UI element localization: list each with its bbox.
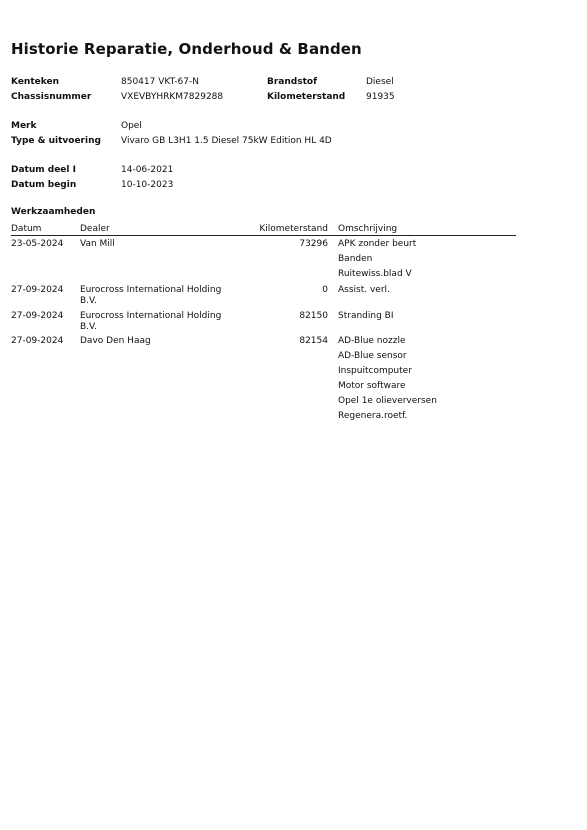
column-header-omschrijving: Omschrijving bbox=[338, 224, 398, 234]
page-title: Historie Reparatie, Onderhoud & Banden bbox=[11, 40, 362, 58]
column-header-dealer: Dealer bbox=[80, 224, 110, 234]
brandstof-value: Diesel bbox=[366, 77, 394, 87]
description-item: AD-Blue sensor bbox=[338, 351, 407, 361]
merk-value: Opel bbox=[121, 121, 142, 131]
chassis-value: VXEVBYHRKM7829288 bbox=[121, 92, 224, 102]
datum-begin-label: Datum begin bbox=[11, 180, 77, 190]
description-item: AD-Blue nozzle bbox=[338, 336, 406, 346]
row-description-list bbox=[338, 311, 393, 326]
kenteken-label: Kenteken bbox=[11, 77, 59, 87]
datum-deel-label: Datum deel I bbox=[11, 165, 76, 175]
row-kilometerstand: 0 bbox=[322, 285, 328, 295]
row-dealer: Eurocross International Holding B.V. bbox=[80, 311, 222, 332]
column-header-datum: Datum bbox=[11, 224, 42, 234]
chassis-label: Chassisnummer bbox=[11, 92, 92, 102]
row-date: 27-09-2024 bbox=[11, 336, 64, 346]
kilometerstand-value: 91935 bbox=[366, 92, 395, 102]
row-dealer: Davo Den Haag bbox=[80, 336, 151, 346]
description-item: Inspuitcomputer bbox=[338, 366, 412, 376]
description-item: Banden bbox=[338, 254, 373, 264]
kilometerstand-label: Kilometerstand bbox=[267, 92, 346, 102]
type-value: Vivaro GB L3H1 1.5 Diesel 75kW Edition HL 4D bbox=[121, 136, 332, 146]
header-divider bbox=[11, 235, 516, 236]
row-description-list bbox=[338, 285, 390, 300]
merk-label: Merk bbox=[11, 121, 37, 131]
description-item: Regenera.roetf. bbox=[338, 411, 408, 421]
description-item: Stranding BI bbox=[338, 311, 394, 321]
datum-deel-value: 14-06-2021 bbox=[121, 165, 174, 175]
description-item: Assist. verl. bbox=[338, 285, 390, 295]
type-label: Type & uitvoering bbox=[11, 136, 101, 146]
description-item: Opel 1e olieverversen bbox=[338, 396, 437, 406]
row-date: 23-05-2024 bbox=[11, 239, 64, 249]
row-date: 27-09-2024 bbox=[11, 311, 64, 321]
description-item: Motor software bbox=[338, 381, 406, 391]
row-dealer: Van Mill bbox=[80, 239, 115, 249]
row-kilometerstand: 82154 bbox=[299, 336, 328, 346]
column-header-kilometerstand: Kilometerstand bbox=[259, 224, 328, 234]
datum-begin-value: 10-10-2023 bbox=[121, 180, 174, 190]
description-item: Ruitewiss.blad V bbox=[338, 269, 412, 279]
row-date: 27-09-2024 bbox=[11, 285, 64, 295]
row-kilometerstand: 82150 bbox=[299, 311, 328, 321]
row-description-list bbox=[338, 336, 437, 426]
row-kilometerstand: 73296 bbox=[299, 239, 328, 249]
section-title-werkzaamheden: Werkzaamheden bbox=[11, 207, 96, 217]
kenteken-value: 850417 VKT-67-N bbox=[121, 77, 199, 87]
brandstof-label: Brandstof bbox=[267, 77, 317, 87]
row-description-list bbox=[338, 239, 416, 284]
description-item: APK zonder beurt bbox=[338, 239, 417, 249]
row-dealer: Eurocross International Holding B.V. bbox=[80, 285, 222, 306]
